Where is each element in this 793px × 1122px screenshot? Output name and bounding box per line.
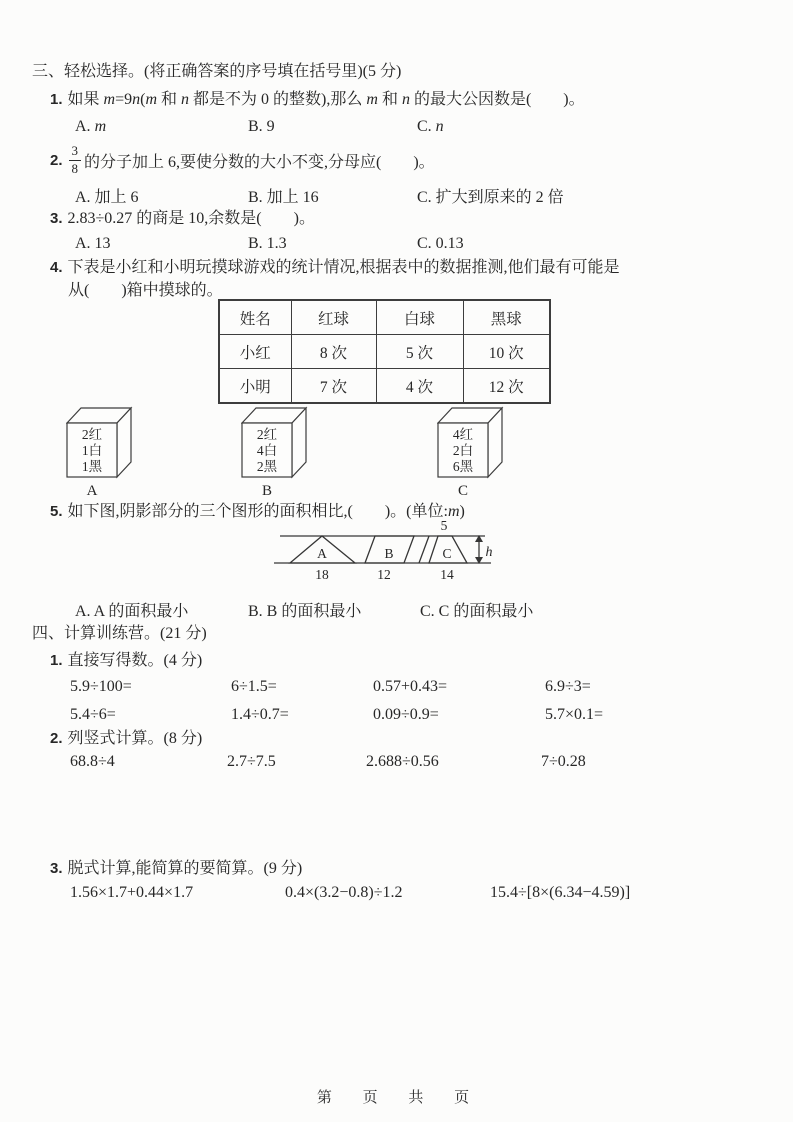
math-problem: 15.4÷[8×(6.34−4.59)] [490, 884, 631, 901]
option-c: C. C 的面积最小 [420, 603, 534, 620]
fraction-numerator: 3 [69, 144, 82, 161]
question-3 [50, 209, 315, 229]
figure-height-label: h [485, 545, 493, 560]
fraction-3-8 [69, 144, 82, 177]
math-problem: 5.4÷6= [70, 706, 116, 723]
cell: 4 次 [376, 369, 463, 404]
cube-drawing [241, 406, 311, 480]
option-a: A. m [75, 118, 107, 135]
question-5-number: 5. [50, 503, 63, 520]
box-content-line: 4白 [256, 443, 278, 458]
box-content-line: 2红 [256, 427, 278, 442]
box-label: B [261, 483, 272, 499]
option-b: B. 9 [248, 118, 275, 135]
page-footer: 第 页 共 页 [316, 1090, 477, 1106]
part1-number: 1. [50, 652, 63, 669]
math-problem: 6.9÷3= [545, 678, 591, 695]
fraction-denominator: 8 [71, 160, 79, 176]
question-1-number: 1. [50, 91, 63, 108]
part2-title-text: 列竖式计算。(8 分) [67, 730, 203, 747]
question-2-stem: 的分子加上 6,要使分数的大小不变,分母应( )。 [84, 153, 435, 171]
question-4-number: 4. [50, 259, 63, 276]
math-problem: 5.7×0.1= [545, 706, 604, 723]
math-problem: 6÷1.5= [231, 678, 277, 695]
part3-title-text: 脱式计算,能简算的要简算。(9 分) [67, 860, 303, 877]
box-label: C [457, 483, 468, 499]
question-5-stem: 如下图,阴影部分的三个图形的面积相比,( )。(单位:m) [67, 503, 465, 520]
figure-label-b: B [384, 546, 394, 561]
option-a: A. A 的面积最小 [75, 603, 189, 620]
math-problem: 0.4×(3.2−0.8)÷1.2 [285, 884, 403, 901]
question-1 [50, 90, 585, 110]
ball-box-a [66, 406, 136, 500]
part2-title [50, 729, 202, 749]
figure-label-a: A [317, 546, 327, 561]
ball-box-b [241, 406, 311, 500]
figure-top-c: 5 [440, 518, 448, 533]
question-4-stem-line2: 从( )箱中摸球的。 [68, 282, 223, 299]
option-c: C. 扩大到原来的 2 倍 [417, 189, 564, 206]
option-a: A. 13 [75, 235, 111, 252]
math-problem: 1.56×1.7+0.44×1.7 [70, 884, 194, 901]
math-problem: 68.8÷4 [70, 753, 115, 770]
table-row [219, 335, 550, 369]
table-row [219, 369, 550, 404]
box-label: A [86, 483, 98, 499]
box-content-line: 4红 [452, 427, 474, 442]
question-2 [50, 140, 435, 180]
figure-base-a: 18 [315, 567, 329, 582]
cell: 8 次 [291, 335, 376, 369]
question-1-stem: 如果 m=9n(m 和 n 都是不为 0 的整数),那么 m 和 n 的最大公因数是( )。 [67, 91, 585, 108]
header-white: 白球 [376, 300, 463, 335]
cube-drawing [66, 406, 136, 480]
math-problem: 5.9÷100= [70, 678, 132, 695]
option-c: C. n [417, 118, 444, 135]
area-comparison-figure [272, 513, 507, 585]
cell: 小红 [219, 335, 291, 369]
math-problem: 2.7÷7.5 [227, 753, 276, 770]
box-content-line: 2黑 [256, 459, 278, 474]
figure-base-c: 14 [440, 567, 454, 582]
math-problem: 0.09÷0.9= [373, 706, 439, 723]
ball-statistics-table [218, 299, 551, 404]
ball-box-c [437, 406, 507, 500]
question-3-number: 3. [50, 210, 63, 227]
header-black: 黑球 [463, 300, 550, 335]
cell: 5 次 [376, 335, 463, 369]
math-problem: 2.688÷0.56 [366, 753, 439, 770]
math-problem: 0.57+0.43= [373, 678, 448, 695]
option-c: C. 0.13 [417, 235, 464, 252]
figure-base-b: 12 [377, 567, 391, 582]
header-red: 红球 [291, 300, 376, 335]
figure-label-c: C [442, 546, 452, 561]
section3-header: 三、轻松选择。(将正确答案的序号填在括号里)(5 分) [32, 63, 402, 80]
math-problem: 7÷0.28 [541, 753, 586, 770]
question-4-stem-line1: 下表是小红和小明玩摸球游戏的统计情况,根据表中的数据推测,他们最有可能是 [67, 259, 620, 276]
option-b: B. 加上 16 [248, 189, 319, 206]
section4-header: 四、计算训练营。(21 分) [32, 625, 207, 642]
part3-number: 3. [50, 860, 63, 877]
cell: 小明 [219, 369, 291, 404]
question-4 [50, 258, 620, 278]
box-content-line: 2白 [452, 443, 474, 458]
part3-title [50, 859, 302, 879]
cell: 7 次 [291, 369, 376, 404]
table-header-row [219, 300, 550, 335]
part1-title [50, 651, 202, 671]
option-b: B. B 的面积最小 [248, 603, 362, 620]
option-b: B. 1.3 [248, 235, 287, 252]
question-2-number: 2. [50, 151, 63, 169]
cube-drawing [437, 406, 507, 480]
question-3-stem: 2.83÷0.27 的商是 10,余数是( )。 [67, 210, 315, 227]
cell: 10 次 [463, 335, 550, 369]
box-content-line: 6黑 [452, 459, 474, 474]
part2-number: 2. [50, 730, 63, 747]
header-name: 姓名 [219, 300, 291, 335]
cell: 12 次 [463, 369, 550, 404]
math-problem: 1.4÷0.7= [231, 706, 289, 723]
box-content-line: 1白 [81, 443, 103, 458]
part1-title-text: 直接写得数。(4 分) [67, 652, 203, 669]
box-content-line: 2红 [81, 427, 103, 442]
box-content-line: 1黑 [81, 459, 103, 474]
option-a: A. 加上 6 [75, 189, 139, 206]
